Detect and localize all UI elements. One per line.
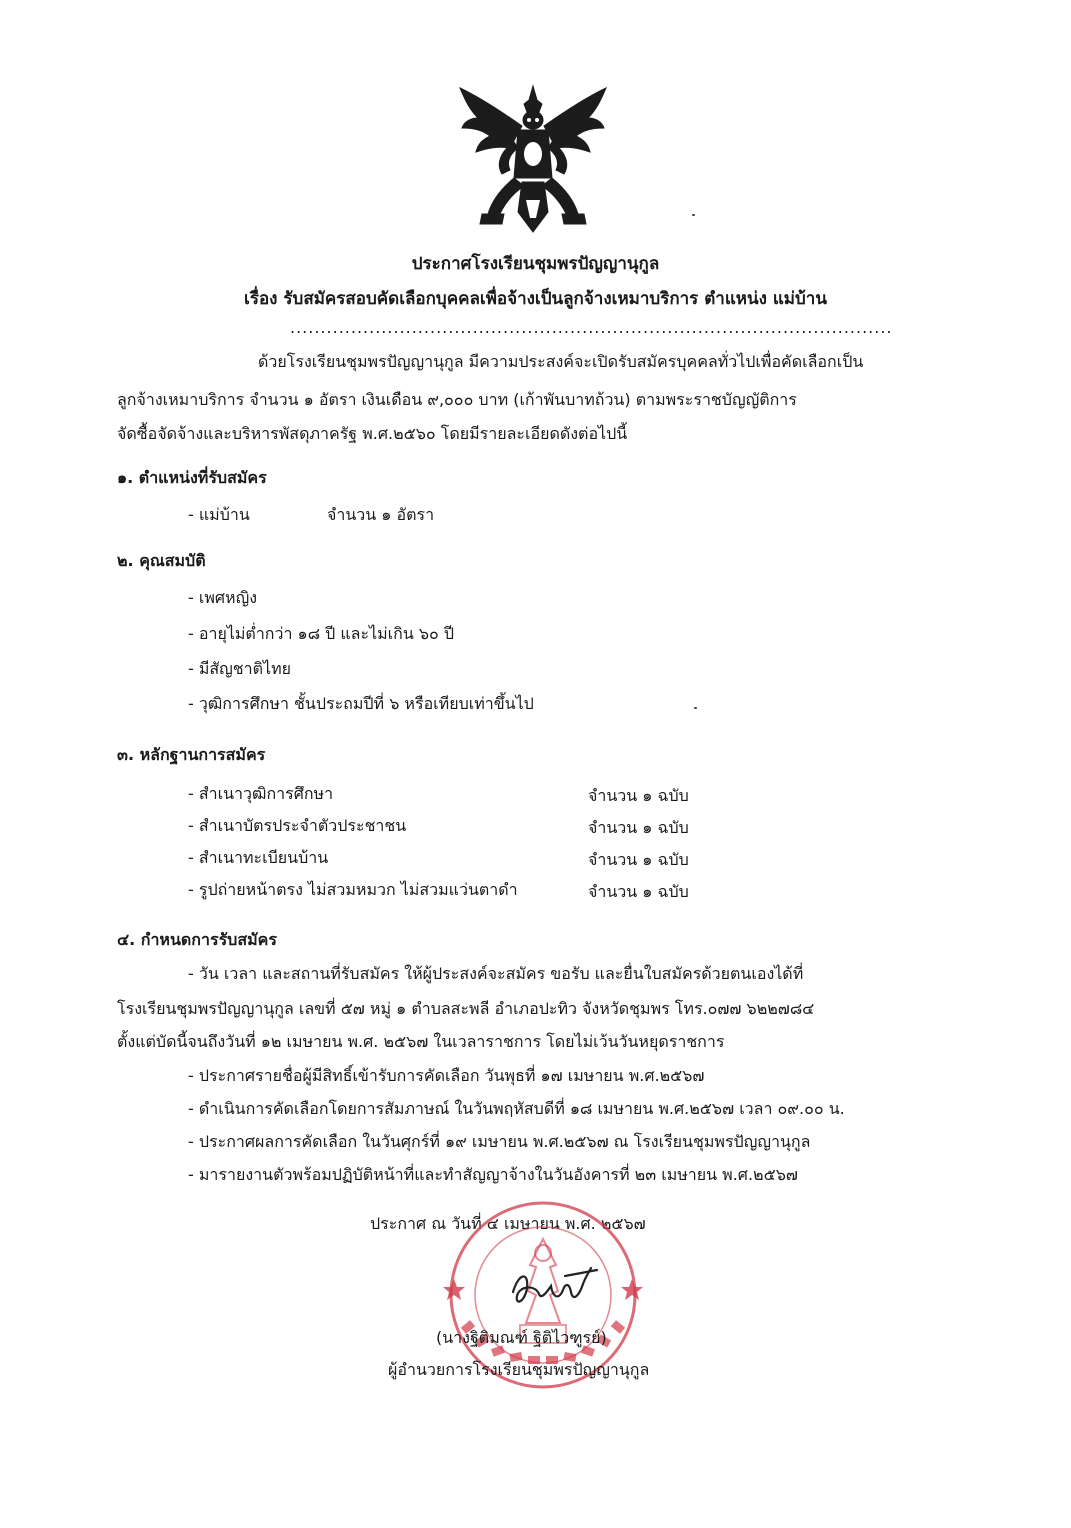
signer-title: ผู้อำนวยการโรงเรียนชุมพรปัญญานุกูล: [388, 1360, 650, 1379]
document-item: - สำเนาบัตรประจำตัวประชาชน: [188, 816, 407, 835]
document-count: จำนวน ๑ ฉบับ: [588, 850, 689, 869]
section-2-heading: ๒. คุณสมบัติ: [117, 551, 206, 570]
document-item: - สำเนาวุฒิการศึกษา: [188, 784, 334, 803]
scan-speck: [692, 214, 695, 216]
document-count: จำนวน ๑ ฉบับ: [588, 818, 689, 837]
schedule-paragraph-line-2: โรงเรียนชุมพรปัญญานุกูล เลขที่ ๕๗ หมู่ ๑ ตำบลสะพลี อำเภอปะทิว จังหวัดชุมพร โทร.๐๗๗ ๖๒๒๗๘๔: [117, 999, 815, 1018]
qualification-item: - วุฒิการศึกษา ชั้นประถมปีที่ ๖ หรือเทียบเท่าขึ้นไป: [188, 694, 534, 713]
position-count: จำนวน ๑ อัตรา: [327, 505, 435, 524]
separator-line: ...................................................................................................: [290, 318, 893, 337]
intro-line-1: ด้วยโรงเรียนชุมพรปัญญานุกูล มีความประสงค์จะเปิดรับสมัครบุคคลทั่วไปเพื่อคัดเลือกเป็น: [258, 352, 864, 371]
document-item: - รูปถ่ายหน้าตรง ไม่สวมหมวก ไม่สวมแว่นตาดำ: [188, 880, 518, 899]
section-4-heading: ๔. กำหนดการรับสมัคร: [117, 930, 277, 949]
scan-speck: [694, 707, 697, 709]
announcement-subject: เรื่อง รับสมัครสอบคัดเลือกบุคคลเพื่อจ้างเป็นลูกจ้างเหมาบริการ ตำแหน่ง แม่บ้าน: [244, 289, 827, 309]
document-count: จำนวน ๑ ฉบับ: [588, 786, 689, 805]
schedule-item: - ประกาศผลการคัดเลือก ในวันศุกร์ที่ ๑๙ เมษายน พ.ศ.๒๕๖๗ ณ โรงเรียนชุมพรปัญญานุกูล: [188, 1132, 811, 1151]
qualification-item: - มีสัญชาติไทย: [188, 659, 292, 678]
qualification-item: - เพศหญิง: [188, 588, 258, 607]
intro-line-2: ลูกจ้างเหมาบริการ จำนวน ๑ อัตรา เงินเดือน ๙,๐๐๐ บาท (เก้าพันบาทถ้วน) ตามพระราชบัญญัติการ: [117, 390, 797, 409]
document-count: จำนวน ๑ ฉบับ: [588, 882, 689, 901]
schedule-paragraph-line-1: - วัน เวลา และสถานที่รับสมัคร ให้ผู้ประสงค์จะสมัคร ขอรับ และยื่นใบสมัครด้วยตนเองได้ที่: [188, 964, 804, 983]
signer-name: (นางฐิติมณฑ์ ฐิติไวฑูรย์): [436, 1328, 607, 1347]
section-1-heading: ๑. ตำแหน่งที่รับสมัคร: [117, 468, 267, 487]
signature-icon: [505, 1262, 605, 1312]
schedule-item: - ดำเนินการคัดเลือกโดยการสัมภาษณ์ ในวันพฤหัสบดีที่ ๑๘ เมษายน พ.ศ.๒๕๖๗ เวลา ๐๙.๐๐ น.: [188, 1099, 845, 1118]
section-3-heading: ๓. หลักฐานการสมัคร: [117, 745, 266, 764]
announcement-title: ประกาศโรงเรียนชุมพรปัญญานุกูล: [411, 254, 660, 274]
schedule-item: - ประกาศรายชื่อผู้มีสิทธิ์เข้ารับการคัดเลือก วันพุธที่ ๑๗ เมษายน พ.ศ.๒๕๖๗: [188, 1066, 705, 1085]
announce-date: ประกาศ ณ วันที่ ๔ เมษายน พ.ศ. ๒๕๖๗: [370, 1214, 646, 1233]
garuda-emblem-icon: [452, 82, 614, 242]
schedule-paragraph-line-3: ตั้งแต่บัดนี้จนถึงวันที่ ๑๒ เมษายน พ.ศ. ๒๕๖๗ ในเวลาราชการ โดยไม่เว้นวันหยุดราชการ: [117, 1032, 725, 1051]
intro-line-3: จัดซื้อจัดจ้างและบริหารพัสดุภาครัฐ พ.ศ.๒๕๖๐ โดยมีรายละเอียดดังต่อไปนี้: [117, 424, 628, 443]
position-item: - แม่บ้าน: [188, 505, 250, 524]
qualification-item: - อายุไม่ต่ำกว่า ๑๘ ปี และไม่เกิน ๖๐ ปี: [188, 624, 455, 643]
schedule-item: - มารายงานตัวพร้อมปฏิบัติหน้าที่และทำสัญญาจ้างในวันอังคารที่ ๒๓ เมษายน พ.ศ.๒๕๖๗: [188, 1165, 798, 1184]
document-item: - สำเนาทะเบียนบ้าน: [188, 848, 329, 867]
